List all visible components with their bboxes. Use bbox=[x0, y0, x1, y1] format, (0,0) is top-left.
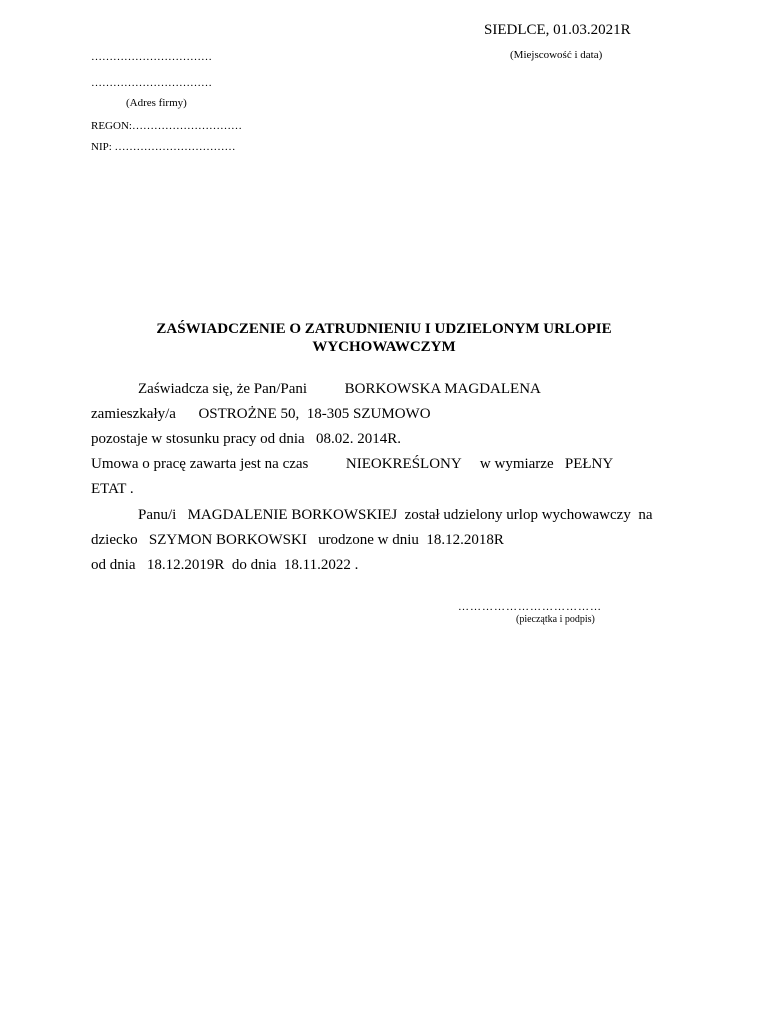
body-line-3: pozostaje w stosunku pracy od dnia 08.02. 2014R. bbox=[91, 431, 401, 447]
place-date-caption: (Miejscowość i data) bbox=[510, 49, 603, 61]
body-line-6: Panu/i MAGDALENIE BORKOWSKIEJ został udzielony urlop wychowawczy na bbox=[138, 507, 653, 523]
body-line-1: Zaświadcza się, że Pan/Pani BORKOWSKA MAGDALENA bbox=[138, 381, 541, 397]
company-address-line-2: …………………………… bbox=[91, 77, 212, 89]
company-address-line-1: …………………………… bbox=[91, 51, 212, 63]
signature-dots: ……………………………… bbox=[458, 601, 602, 613]
nip-field: NIP: …………………………… bbox=[91, 141, 236, 153]
body-line-2: zamieszkały/a OSTROŻNE 50, 18-305 SZUMOWO bbox=[91, 406, 431, 422]
body-line-8: od dnia 18.12.2019R do dnia 18.11.2022 . bbox=[91, 557, 359, 573]
document-title-line-2: WYCHOWAWCZYM bbox=[312, 339, 456, 355]
signature-caption: (pieczątka i podpis) bbox=[516, 614, 595, 625]
body-line-4: Umowa o pracę zawarta jest na czas NIEOKREŚLONY w wymiarze PEŁNY bbox=[91, 456, 614, 472]
body-line-5: ETAT . bbox=[91, 481, 134, 497]
regon-field: REGON:………………………… bbox=[91, 120, 242, 132]
company-address-caption: (Adres firmy) bbox=[126, 97, 187, 109]
body-line-7: dziecko SZYMON BORKOWSKI urodzone w dniu 18.12.2018R bbox=[91, 532, 504, 548]
place-date: SIEDLCE, 01.03.2021R bbox=[484, 22, 631, 38]
document-title-line-1: ZAŚWIADCZENIE O ZATRUDNIENIU I UDZIELONYM URLOPIE bbox=[156, 321, 612, 337]
